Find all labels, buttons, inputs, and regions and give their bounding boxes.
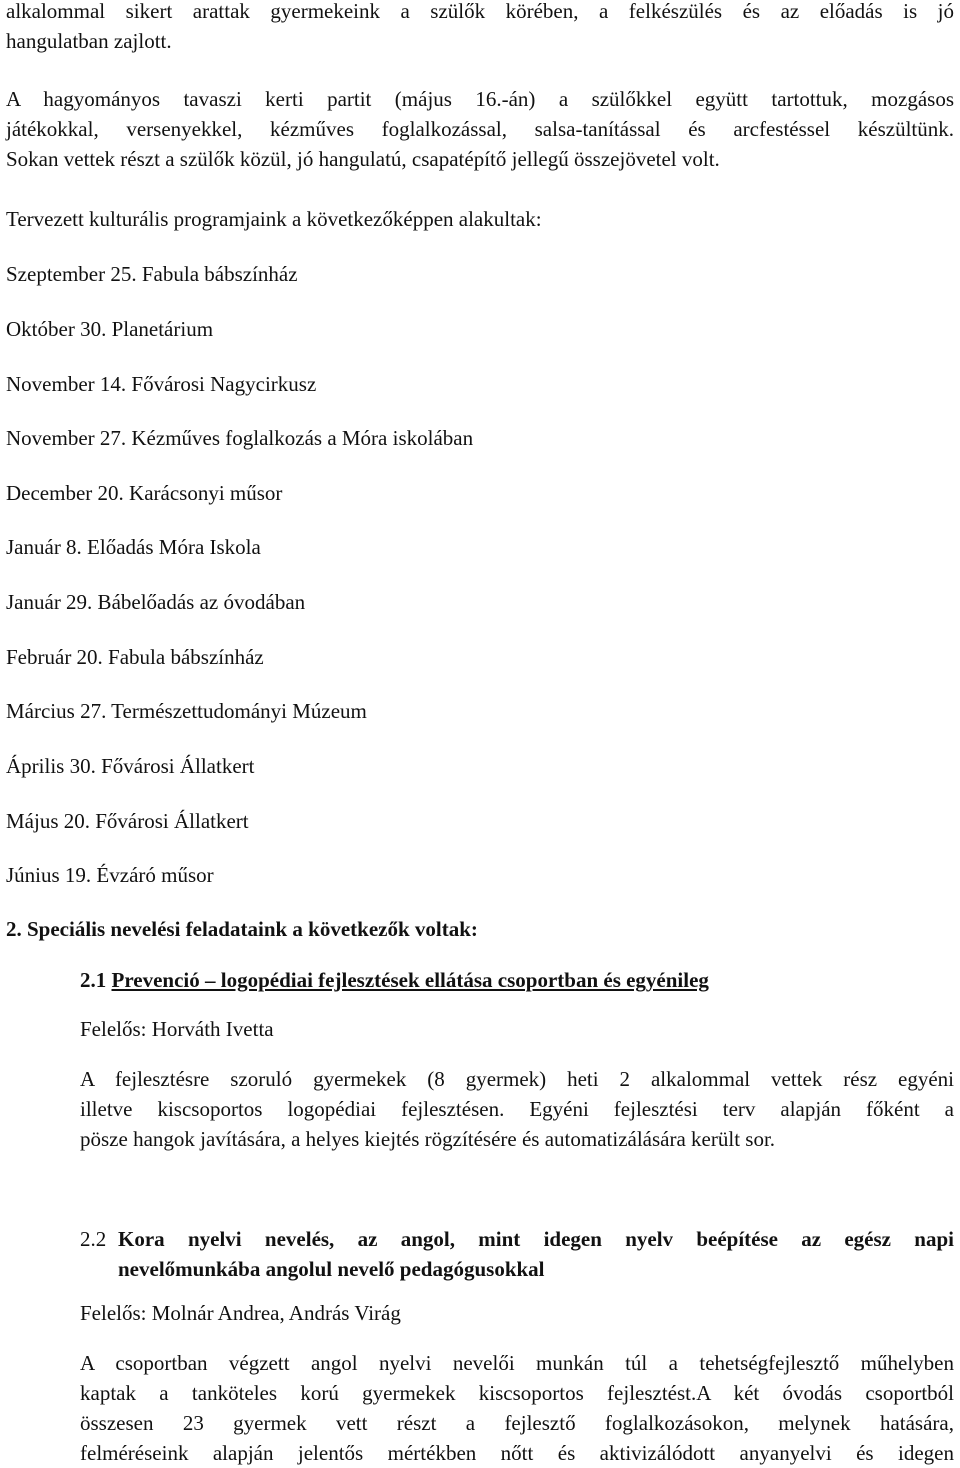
- intro-line-2: hangulatban zajlott.: [6, 29, 172, 53]
- program-item: Március 27. Természettudományi Múzeum: [6, 699, 367, 723]
- subsection-2-1-title-text: Prevenció – logopédiai fejlesztések ellátása csoportban és egyénileg: [111, 968, 709, 992]
- program-item: December 20. Karácsonyi műsor: [6, 481, 283, 505]
- subsection-2-2-title-line-2: nevelőmunkába angolul nevelő pedagógusokkal: [118, 1257, 545, 1281]
- subsection-2-1-body-line-1: A fejlesztésre szoruló gyermekek (8 gyermek) heti 2 alkalommal vettek rész egyéni: [80, 1067, 954, 1091]
- program-item: Február 20. Fabula bábszínház: [6, 645, 264, 669]
- party-line-1: A hagyományos tavaszi kerti partit (május 16.-án) a szülőkkel együtt tartottuk, mozgásos: [6, 87, 954, 111]
- intro-line-1: alkalommal sikert arattak gyermekeink a szülők körében, a felkészülés és az előadás is jó: [6, 0, 954, 23]
- programs-intro: Tervezett kulturális programjaink a következőképpen alakultak:: [6, 207, 542, 231]
- subsection-2-2-responsible: Felelős: Molnár Andrea, András Virág: [80, 1301, 401, 1325]
- party-line-2: játékokkal, versenyekkel, kézműves foglalkozással, salsa-tanítással és arcfestéssel készültünk.: [6, 117, 954, 141]
- program-item: Október 30. Planetárium: [6, 317, 214, 341]
- subsection-2-2-body-line-4: felméréseink alapján jelentős mértékben nőtt és aktivizálódott anyanyelvi és idegen: [80, 1441, 954, 1465]
- program-item: Január 8. Előadás Móra Iskola: [6, 535, 261, 559]
- subsection-2-1-title: [80, 965, 709, 995]
- subsection-2-1-body-line-3: pösze hangok javítására, a helyes kiejtés rögzítésére és automatizálására került sor.: [80, 1127, 776, 1151]
- subsection-2-2-body-line-3: összesen 23 gyermek vett részt a fejlesztő foglalkozásokon, melynek hatására,: [80, 1411, 954, 1435]
- section-2-heading: 2. Speciális nevelési feladataink a következők voltak:: [6, 917, 478, 941]
- subsection-2-2-number: 2.2: [80, 1227, 107, 1251]
- subsection-2-2-body-line-2: kaptak a tanköteles korú gyermekek kiscsoportos fejlesztést.A két óvodás csoportból: [80, 1381, 954, 1405]
- program-item: Május 20. Fővárosi Állatkert: [6, 809, 249, 833]
- subsection-2-1-body-line-2: illetve kiscsoportos logopédiai fejlesztésen. Egyéni fejlesztési terv alapján főként a: [80, 1097, 954, 1121]
- program-item: November 14. Fővárosi Nagycirkusz: [6, 372, 317, 396]
- subsection-2-1-responsible: Felelős: Horváth Ivetta: [80, 1017, 274, 1041]
- program-item: Szeptember 25. Fabula bábszínház: [6, 262, 298, 286]
- program-item: Június 19. Évzáró műsor: [6, 863, 214, 887]
- program-item: Január 29. Bábelőadás az óvodában: [6, 590, 306, 614]
- program-item: November 27. Kézműves foglalkozás a Móra iskolában: [6, 426, 474, 450]
- subsection-2-2-body-line-1: A csoportban végzett angol nyelvi nevelői munkán túl a tehetségfejlesztő műhelyben: [80, 1351, 954, 1375]
- party-line-3: Sokan vettek részt a szülők közül, jó hangulatú, csapatépítő jellegű összejövetel volt.: [6, 147, 720, 171]
- subsection-2-2-title-line-1: Kora nyelvi nevelés, az angol, mint idegen nyelv beépítése az egész napi: [118, 1227, 954, 1251]
- subsection-2-1-number: 2.1: [80, 968, 107, 992]
- program-item: Április 30. Fővárosi Állatkert: [6, 754, 255, 778]
